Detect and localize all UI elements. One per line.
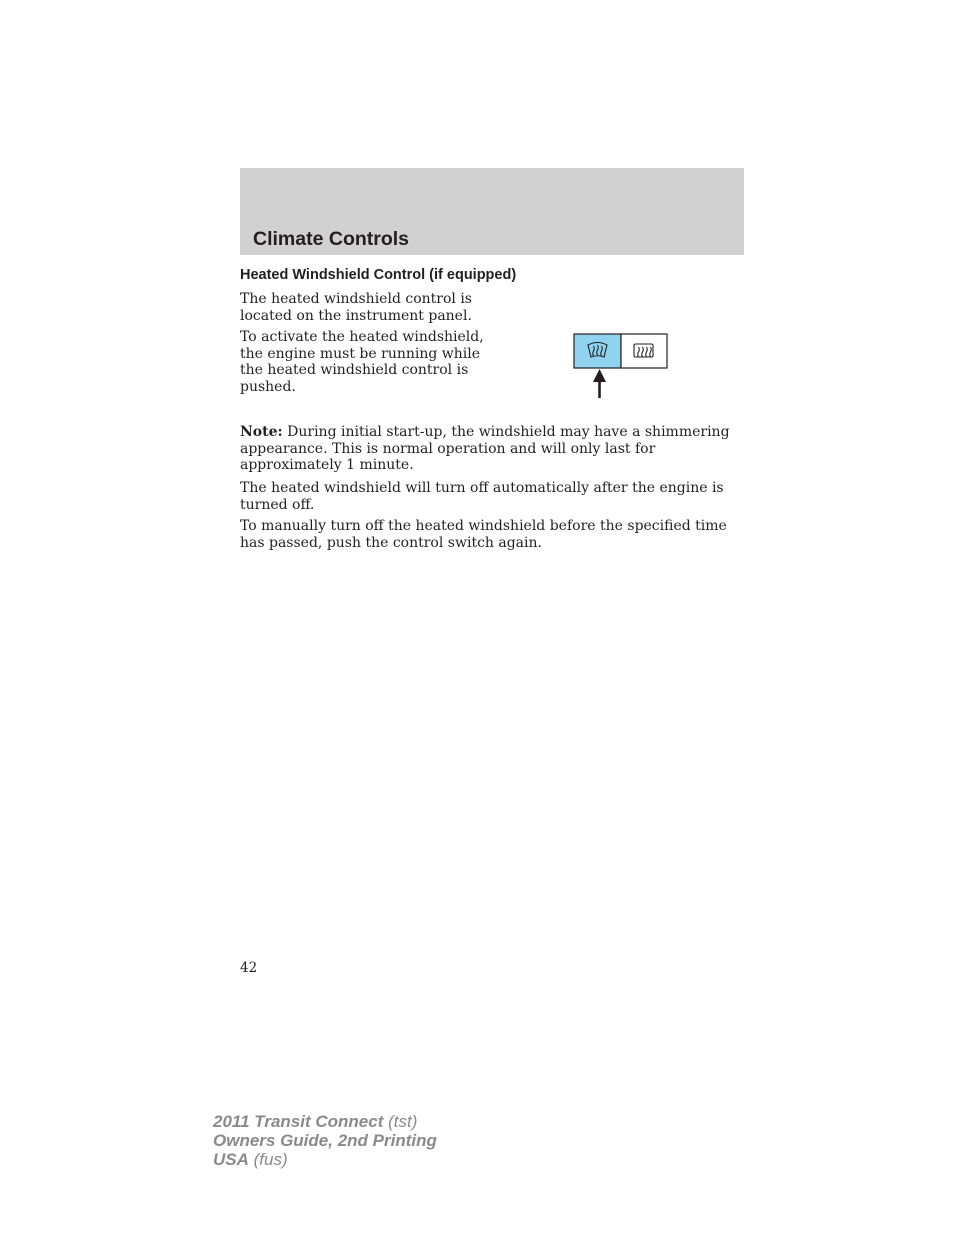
switch-illustration (572, 332, 670, 400)
footer-model: 2011 Transit Connect (213, 1112, 384, 1131)
paragraph-note (240, 424, 746, 474)
footer-line-3 (213, 1150, 437, 1169)
footer-printing: Owners Guide, 2nd Printing (213, 1131, 437, 1150)
note-label: Note: (240, 424, 283, 440)
page-number: 42 (240, 960, 258, 976)
footer-market-code: (fus) (248, 1150, 288, 1169)
rear-defrost-button (621, 334, 667, 368)
paragraph-location: The heated windshield control is located on the instrument panel. (240, 291, 472, 324)
arrow-up-icon (593, 369, 606, 398)
paragraph-auto-off: The heated windshield will turn off automatically after the engine is turned off. (240, 480, 724, 513)
page-title: Climate Controls (253, 228, 410, 250)
paragraph-activate: To activate the heated windshield, the engine must be running while the heated windshield control is pushed. (240, 329, 484, 395)
section-heading: Heated Windshield Control (if equipped) (240, 267, 517, 283)
footer-model-code: (tst) (383, 1112, 418, 1131)
footer-imprint (213, 1112, 437, 1169)
control-illustration (572, 332, 670, 400)
section-header-band (240, 168, 744, 255)
footer-line-1 (213, 1112, 437, 1131)
paragraph-manual-off: To manually turn off the heated windshield before the specified time has passed, push the control switch again. (240, 518, 727, 551)
footer-market: USA (213, 1150, 249, 1169)
footer-line-2 (213, 1131, 437, 1150)
note-text: During initial start-up, the windshield may have a shimmering appearance. This is normal operation and will only last for approximately 1 minute. (240, 424, 730, 473)
